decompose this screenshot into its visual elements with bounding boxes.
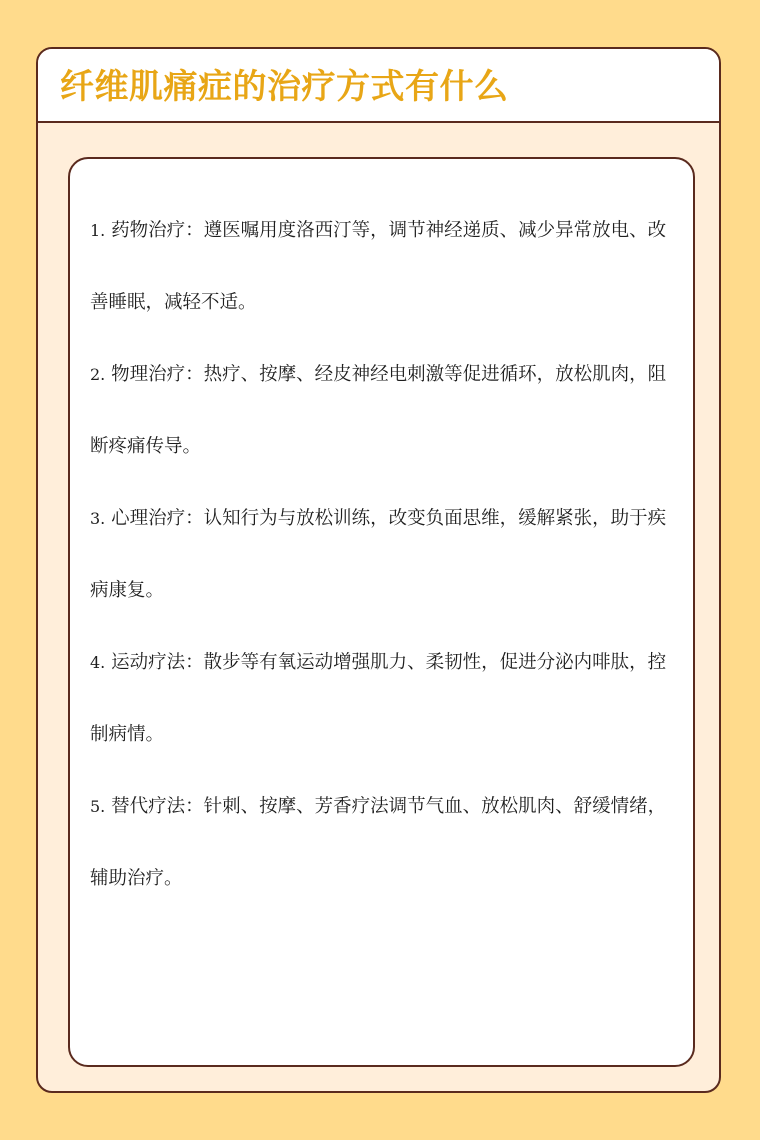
item-text: 药物治疗：遵医嘱用度洛西汀等，调节神经递质、减少异常放电、改善睡眠，减轻不适。	[90, 220, 667, 313]
item-text: 物理治疗：热疗、按摩、经皮神经电刺激等促进循环，放松肌肉，阻断疼痛传导。	[90, 364, 667, 457]
item-text: 心理治疗：认知行为与放松训练，改变负面思维，缓解紧张，助于疾病康复。	[90, 508, 667, 601]
item-text: 替代疗法：针刺、按摩、芳香疗法调节气血、放松肌肉、舒缓情绪，辅助治疗。	[90, 796, 667, 889]
list-item	[90, 483, 670, 627]
page-title: 纤维肌痛症的治疗方式有什么	[60, 67, 509, 107]
card-header	[38, 49, 719, 123]
list-item	[90, 339, 670, 483]
list-item	[90, 771, 670, 915]
list-item	[90, 195, 670, 339]
treatment-list	[90, 195, 670, 915]
item-number: 3.	[90, 509, 106, 528]
item-number: 4.	[90, 653, 106, 672]
item-number: 1.	[90, 221, 106, 240]
content-box	[68, 157, 695, 1067]
item-number: 2.	[90, 365, 106, 384]
article-card	[36, 47, 721, 1093]
item-text: 运动疗法：散步等有氧运动增强肌力、柔韧性，促进分泌内啡肽，控制病情。	[90, 652, 667, 745]
item-number: 5.	[90, 797, 106, 816]
list-item	[90, 627, 670, 771]
